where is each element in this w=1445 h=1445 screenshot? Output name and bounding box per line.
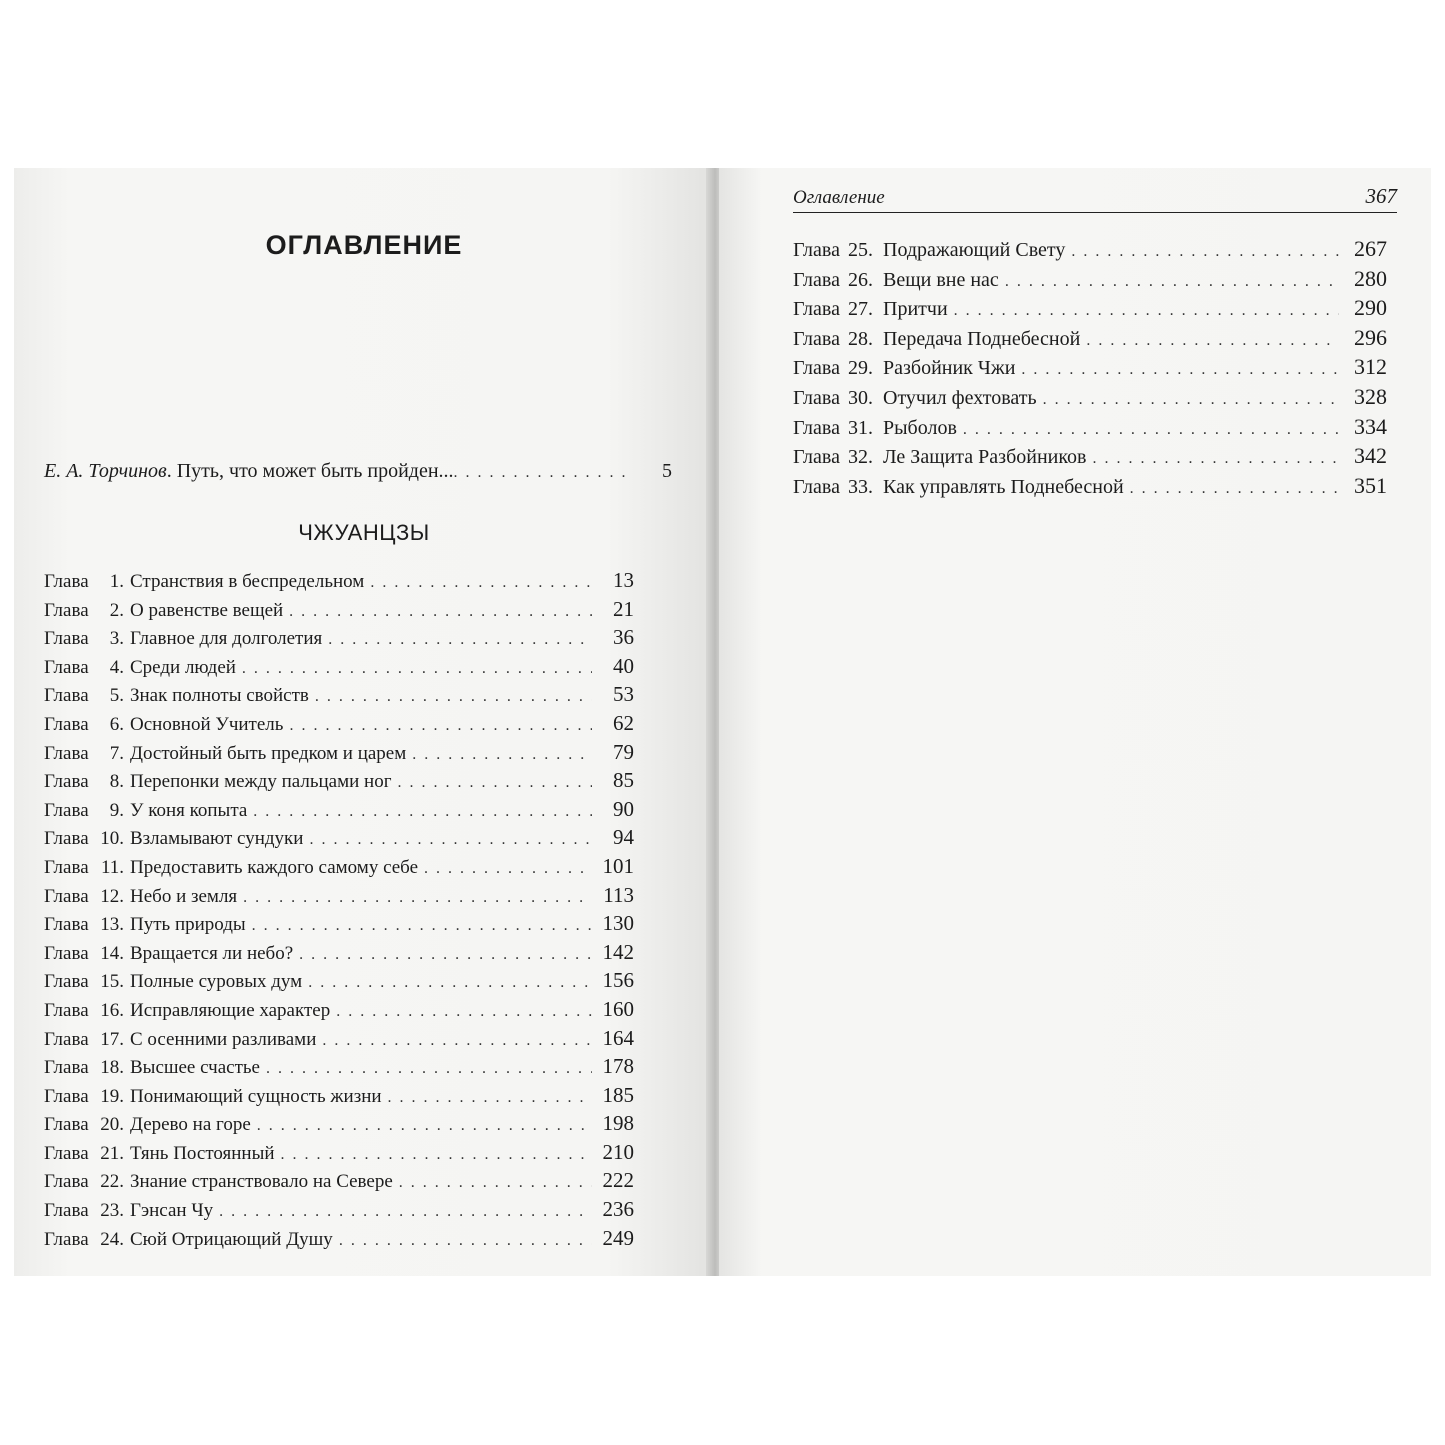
chapter-page: 142 <box>602 939 634 964</box>
leader-dots <box>253 803 592 821</box>
chapter-label: Глава <box>44 771 89 793</box>
toc-row <box>44 1140 634 1169</box>
section-title: ЧЖУАНЦЗЫ <box>298 520 430 545</box>
toc-row <box>44 968 634 997</box>
chapter-label: Глава <box>44 999 89 1021</box>
chapter-label: Глава <box>793 298 840 321</box>
toc-row <box>44 654 634 683</box>
leader-dots <box>289 717 592 735</box>
chapter-label: Глава <box>44 599 89 621</box>
toc-row <box>793 266 1387 296</box>
chapter-label: Глава <box>793 327 840 350</box>
chapter-page: 280 <box>1354 265 1387 291</box>
running-head <box>793 184 1397 213</box>
chapter-number: 3. <box>109 628 124 650</box>
chapter-page: 40 <box>613 653 634 678</box>
chapter-title: Главное для долголетия <box>130 628 323 650</box>
chapter-label: Глава <box>44 571 89 592</box>
chapter-label: Глава <box>793 416 840 439</box>
chapter-label: Глава <box>44 885 89 907</box>
chapter-title: С осенними разливами <box>130 1028 317 1050</box>
chapter-title: Среди людей <box>130 656 236 678</box>
chapter-page: 36 <box>613 625 634 650</box>
leader-dots <box>1071 243 1339 261</box>
chapter-number: 7. <box>109 742 124 764</box>
chapter-page: 198 <box>602 1111 634 1136</box>
leader-dots <box>1005 273 1339 291</box>
leader-dots <box>399 1174 592 1192</box>
toc-row <box>44 797 634 826</box>
chapter-number: 20. <box>100 1114 124 1136</box>
toc-row <box>793 473 1387 503</box>
leader-dots <box>289 603 592 621</box>
chapter-label: Глава <box>44 656 89 678</box>
chapter-title: Знание странствовало на Севере <box>130 1171 393 1193</box>
toc-row <box>44 740 634 769</box>
chapter-title: Путь природы <box>130 914 246 936</box>
chapter-number: 17. <box>100 1028 124 1050</box>
chapter-number: 31. <box>848 416 873 439</box>
intro-page: 5 <box>662 460 672 482</box>
leader-dots <box>242 660 592 678</box>
chapter-number: 25. <box>848 239 873 261</box>
chapter-number: 15. <box>100 971 124 993</box>
chapter-number: 30. <box>848 386 873 409</box>
leader-dots <box>328 631 592 649</box>
chapter-title: Небо и земля <box>130 885 238 907</box>
chapter-page: 113 <box>603 882 634 907</box>
leader-dots <box>954 302 1339 320</box>
toc-row <box>44 568 634 597</box>
chapter-page: 13 <box>613 568 634 592</box>
chapter-page: 236 <box>602 1197 634 1222</box>
toc-row <box>793 295 1387 325</box>
chapter-number: 32. <box>848 446 873 469</box>
intro-entry <box>44 460 672 488</box>
chapter-page: 210 <box>602 1139 634 1164</box>
chapter-label: Глава <box>793 239 840 261</box>
toc-row <box>44 997 634 1026</box>
intro-author: Е. А. Торчинов <box>44 460 167 482</box>
chapter-number: 10. <box>100 828 124 850</box>
chapter-number: 9. <box>109 799 124 821</box>
leader-dots <box>1043 391 1339 409</box>
toc-row <box>44 940 634 969</box>
chapter-label: Глава <box>793 446 840 469</box>
chapter-title: Исправляющие характер <box>130 999 331 1021</box>
chapter-label: Глава <box>44 942 89 964</box>
leader-dots <box>424 860 592 878</box>
chapter-title: Основной Учитель <box>130 713 284 735</box>
chapter-title: Тянь Постоянный <box>130 1142 275 1164</box>
leader-dots <box>308 974 592 992</box>
chapter-title: Взламывают сундуки <box>130 828 304 850</box>
chapter-label: Глава <box>44 713 89 735</box>
toc-row <box>44 711 634 740</box>
chapter-number: 5. <box>109 685 124 707</box>
chapter-number: 12. <box>100 885 124 907</box>
toc-row <box>793 384 1387 414</box>
toc-row <box>44 1168 634 1197</box>
leader-dots <box>1130 480 1339 498</box>
toc-title: ОГЛАВЛЕНИЕ <box>265 230 463 260</box>
chapter-label: Глава <box>44 1085 89 1107</box>
chapter-title: Гэнсан Чу <box>130 1200 214 1222</box>
leader-dots <box>315 688 592 706</box>
toc-row <box>44 825 634 854</box>
leader-dots <box>252 917 592 935</box>
chapter-page: 101 <box>602 853 634 878</box>
chapter-label: Глава <box>44 799 89 821</box>
chapter-title: Дерево на горе <box>130 1114 251 1136</box>
chapter-page: 267 <box>1354 236 1387 261</box>
leader-dots <box>281 1146 592 1164</box>
page-number: 367 <box>1365 184 1397 208</box>
toc-row <box>44 625 634 654</box>
leader-dots <box>412 746 592 764</box>
chapter-title: Вращается ли небо? <box>130 942 294 964</box>
chapter-label: Глава <box>793 386 840 409</box>
chapter-page: 53 <box>613 682 634 707</box>
chapter-label: Глава <box>44 628 89 650</box>
chapter-title: Странствия в беспредельном <box>130 571 365 592</box>
chapter-number: 28. <box>848 327 873 350</box>
chapter-number: 23. <box>100 1200 124 1222</box>
chapter-title: Предоставить каждого самому себе <box>130 856 419 878</box>
leader-dots <box>398 774 593 792</box>
chapter-number: 4. <box>109 656 124 678</box>
chapter-list-right <box>793 236 1387 502</box>
chapter-list-left <box>44 568 634 1254</box>
leader-dots <box>1021 361 1339 379</box>
leader-dots <box>1086 332 1339 350</box>
chapter-number: 8. <box>109 771 124 793</box>
toc-row <box>793 414 1387 444</box>
chapter-title: Передача Поднебесной <box>883 327 1081 350</box>
chapter-number: 27. <box>848 298 873 321</box>
toc-row <box>44 597 634 626</box>
chapter-label: Глава <box>44 1142 89 1164</box>
chapter-number: 6. <box>109 713 124 735</box>
chapter-title: Полные суровых дум <box>130 971 303 993</box>
chapter-label: Глава <box>44 828 89 850</box>
leader-dots <box>257 1117 592 1135</box>
chapter-label: Глава <box>44 742 89 764</box>
toc-row <box>44 854 634 883</box>
chapter-label: Глава <box>793 475 840 498</box>
chapter-label: Глава <box>793 357 840 380</box>
chapter-title: Знак полноты свойств <box>130 685 309 707</box>
chapter-page: 178 <box>602 1054 634 1079</box>
chapter-number: 19. <box>100 1085 124 1107</box>
toc-row <box>793 354 1387 384</box>
leader-dots <box>339 1232 592 1250</box>
leader-dots <box>454 464 632 482</box>
toc-row <box>44 1083 634 1112</box>
chapter-title: Подражающий Свету <box>883 239 1066 261</box>
chapter-number: 2. <box>109 599 124 621</box>
chapter-number: 22. <box>100 1171 124 1193</box>
toc-row <box>44 1197 634 1226</box>
chapter-page: 328 <box>1354 383 1387 409</box>
chapter-label: Глава <box>793 268 840 291</box>
leader-dots <box>1093 450 1340 468</box>
chapter-title: Перепонки между пальцами ног <box>130 771 392 793</box>
chapter-title: Вещи вне нас <box>883 268 999 291</box>
chapter-label: Глава <box>44 1114 89 1136</box>
chapter-label: Глава <box>44 1171 89 1193</box>
chapter-number: 18. <box>100 1057 124 1079</box>
leader-dots <box>322 1032 592 1050</box>
chapter-label: Глава <box>44 1028 89 1050</box>
toc-row <box>793 236 1387 266</box>
leader-dots <box>219 1203 592 1221</box>
chapter-page: 21 <box>613 596 634 621</box>
chapter-title: Высшее счастье <box>130 1057 260 1079</box>
chapter-page: 312 <box>1354 354 1387 380</box>
chapter-page: 334 <box>1354 413 1387 439</box>
left-page <box>14 168 714 1276</box>
chapter-title: Достойный быть предком и царем <box>130 742 407 764</box>
chapter-title: Сюй Отрицающий Душу <box>130 1228 333 1250</box>
chapter-title: У коня копыта <box>130 799 248 821</box>
toc-row <box>793 443 1387 473</box>
chapter-title: Разбойник Чжи <box>883 357 1016 380</box>
toc-row <box>44 1226 634 1255</box>
toc-row <box>44 768 634 797</box>
chapter-number: 11. <box>100 856 124 878</box>
toc-row <box>44 883 634 912</box>
chapter-number: 21. <box>100 1142 124 1164</box>
chapter-page: 85 <box>613 768 634 793</box>
toc-row <box>44 682 634 711</box>
chapter-page: 185 <box>602 1082 634 1107</box>
chapter-label: Глава <box>44 685 89 707</box>
chapter-title: Притчи <box>883 298 948 321</box>
chapter-page: 79 <box>613 739 634 764</box>
leader-dots <box>963 421 1339 439</box>
chapter-label: Глава <box>44 971 89 993</box>
leader-dots <box>243 889 592 907</box>
chapter-label: Глава <box>44 914 89 936</box>
leader-dots <box>336 1003 592 1021</box>
leader-dots <box>299 946 592 964</box>
toc-row <box>44 911 634 940</box>
chapter-page: 94 <box>613 825 634 850</box>
chapter-number: 14. <box>100 942 124 964</box>
chapter-page: 351 <box>1354 472 1387 498</box>
chapter-number: 1. <box>109 571 124 592</box>
chapter-number: 26. <box>848 268 873 291</box>
chapter-page: 164 <box>602 1025 634 1050</box>
chapter-title: О равенстве вещей <box>130 599 284 621</box>
chapter-number: 29. <box>848 357 873 380</box>
chapter-title: Ле Защита Разбойников <box>883 446 1087 469</box>
intro-title: . Путь, что может быть пройден... <box>166 460 454 482</box>
chapter-number: 16. <box>100 999 124 1021</box>
chapter-label: Глава <box>44 1228 89 1250</box>
chapter-number: 33. <box>848 475 873 498</box>
leader-dots <box>309 831 592 849</box>
chapter-page: 160 <box>602 996 634 1021</box>
chapter-page: 290 <box>1354 295 1387 321</box>
chapter-title: Как управлять Поднебесной <box>883 475 1124 498</box>
chapter-title: Понимающий сущность жизни <box>130 1085 382 1107</box>
chapter-page: 296 <box>1354 324 1387 350</box>
chapter-label: Глава <box>44 1200 89 1222</box>
chapter-page: 222 <box>602 1168 634 1193</box>
toc-row <box>44 1111 634 1140</box>
chapter-label: Глава <box>44 1057 89 1079</box>
chapter-page: 130 <box>602 911 634 936</box>
running-head-title: Оглавление <box>793 187 885 208</box>
leader-dots <box>370 574 592 592</box>
chapter-page: 156 <box>602 968 634 993</box>
chapter-label: Глава <box>44 856 89 878</box>
toc-row <box>44 1054 634 1083</box>
chapter-title: Отучил фехтовать <box>883 386 1037 409</box>
right-page <box>719 168 1431 1276</box>
chapter-page: 342 <box>1354 443 1387 469</box>
leader-dots <box>266 1060 592 1078</box>
chapter-number: 24. <box>100 1228 124 1250</box>
leader-dots <box>388 1089 592 1107</box>
chapter-page: 62 <box>613 710 634 735</box>
chapter-number: 13. <box>100 914 124 936</box>
toc-row <box>793 325 1387 355</box>
chapter-title: Рыболов <box>883 416 957 439</box>
chapter-page: 90 <box>613 796 634 821</box>
chapter-page: 249 <box>602 1225 634 1250</box>
toc-row <box>44 1026 634 1055</box>
